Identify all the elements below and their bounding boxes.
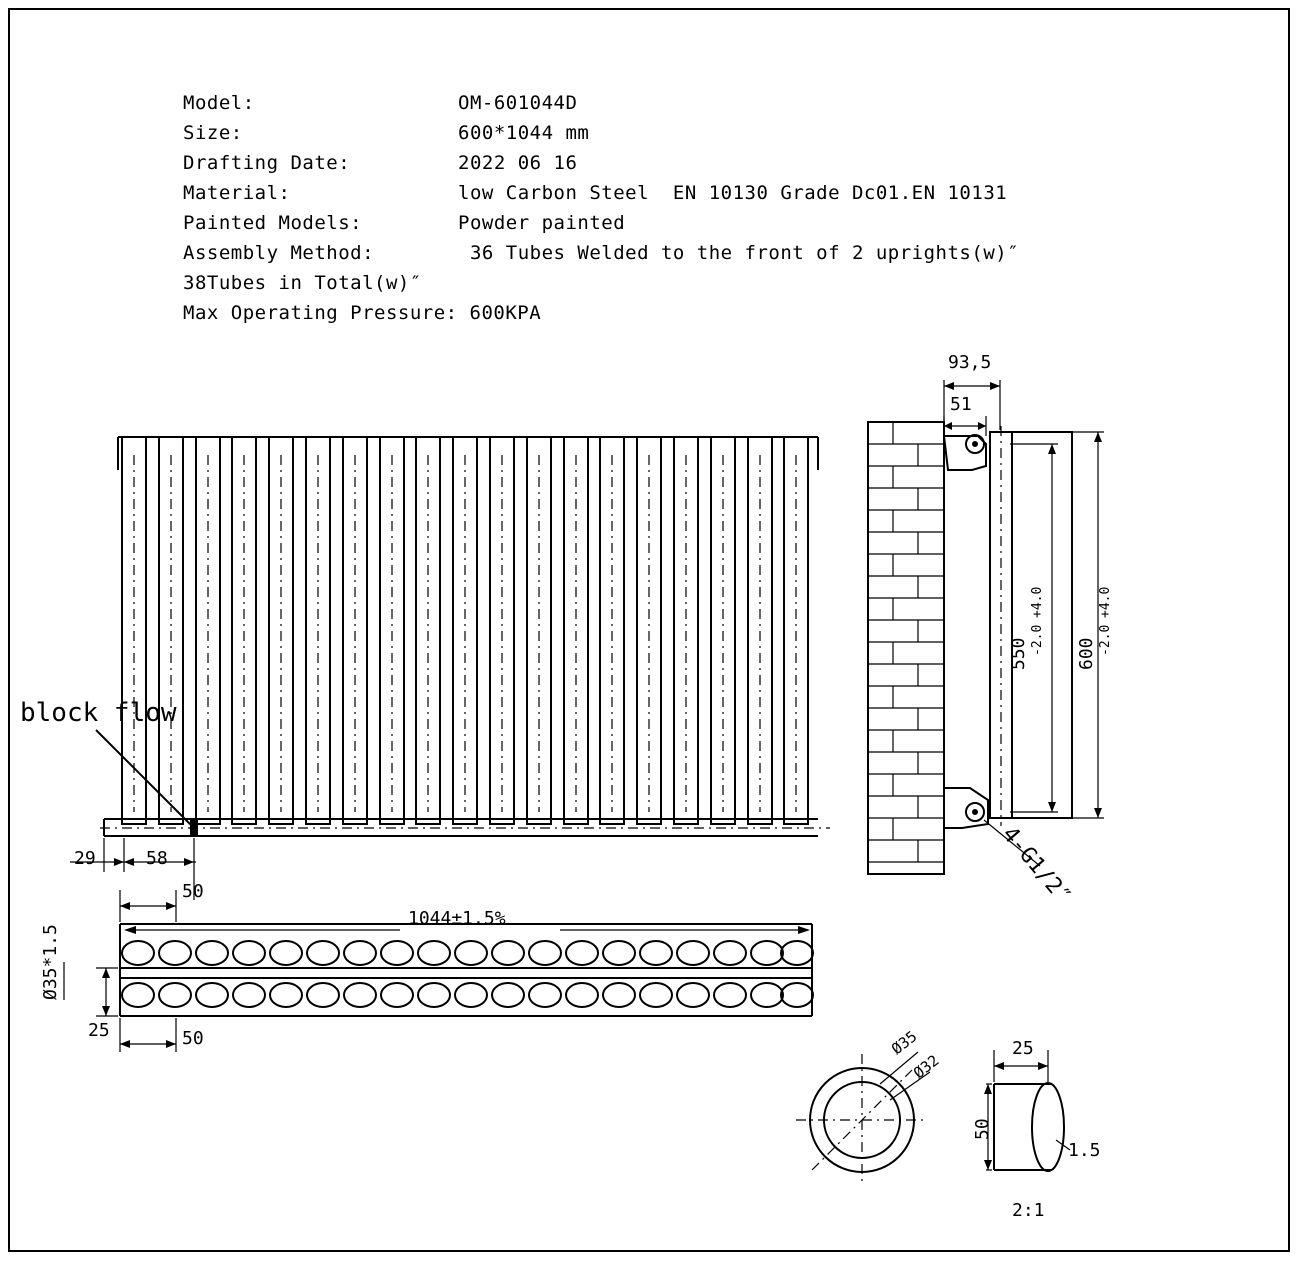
top-view-upper-tubes (122, 941, 813, 965)
spec-line-max-pressure: Max Operating Pressure: 600KPA (183, 302, 542, 324)
front-view-tubes (122, 437, 808, 824)
spec-label-model: Model: (183, 92, 255, 114)
dimension-550: 550 (1008, 637, 1029, 670)
thread-callout: 4-G1/2″ (996, 822, 1076, 910)
detail-dimension-d35: Ø35 (888, 1027, 921, 1059)
spec-value-assembly-method: 36 Tubes Welded to the front of 2 uprights(w)″ (458, 242, 1020, 264)
dimension-50-top: 50 (182, 881, 204, 902)
dimension-51: 51 (950, 394, 972, 415)
dimension-600-tolerance-plus: +4.0 (1098, 586, 1113, 618)
detail-scale-label: 2:1 (1012, 1200, 1045, 1221)
brick-hatch (868, 422, 944, 862)
spec-label-drafting-date: Drafting Date: (183, 152, 351, 174)
dimension-29: 29 (74, 848, 96, 869)
spec-value-size: 600*1044 mm (458, 122, 590, 144)
dimension-550-tolerance-plus: +4.0 (1030, 586, 1045, 618)
dimension-overall-length: 1044±1.5% (408, 908, 506, 929)
dimension-d35: Ø35*1.5 (40, 924, 61, 1000)
spec-label-size: Size: (183, 122, 243, 144)
detail-dimension-d32: Ø32 (910, 1051, 943, 1083)
top-view-lower-tubes (122, 983, 813, 1007)
spec-value-drafting-date: 2022 06 16 (458, 152, 578, 174)
detail-tube-section (796, 1052, 930, 1186)
dimension-550-tolerance-minus: -2.0 (1030, 624, 1045, 656)
spec-label-painted-models: Painted Models: (183, 212, 363, 234)
spec-value-painted-models: Powder painted (458, 212, 626, 234)
dimension-58: 58 (146, 848, 168, 869)
annotation-block-flow: block flow (20, 698, 177, 728)
detail-tube-side (984, 1050, 1070, 1171)
spec-label-material: Material: (183, 182, 291, 204)
dimension-93-5: 93,5 (948, 352, 992, 373)
spec-value-model: OM-601044D (458, 92, 578, 114)
spec-label-assembly-method: Assembly Method: (183, 242, 375, 264)
detail-dimension-50: 50 (972, 1118, 993, 1140)
front-view (96, 437, 830, 836)
detail-dimension-25: 25 (1012, 1038, 1034, 1059)
dimension-600-tolerance-minus: -2.0 (1098, 624, 1113, 656)
dimension-600: 600 (1076, 637, 1097, 670)
dimension-50-bottom: 50 (182, 1028, 204, 1049)
detail-dimension-1-5: 1.5 (1068, 1140, 1101, 1161)
dimension-25: 25 (88, 1020, 110, 1041)
spec-line-total-tubes: 38Tubes in Total(w)″ (183, 272, 422, 294)
side-view (868, 380, 1104, 874)
spec-value-material: low Carbon Steel EN 10130 Grade Dc01.EN 10131 (458, 182, 1008, 204)
